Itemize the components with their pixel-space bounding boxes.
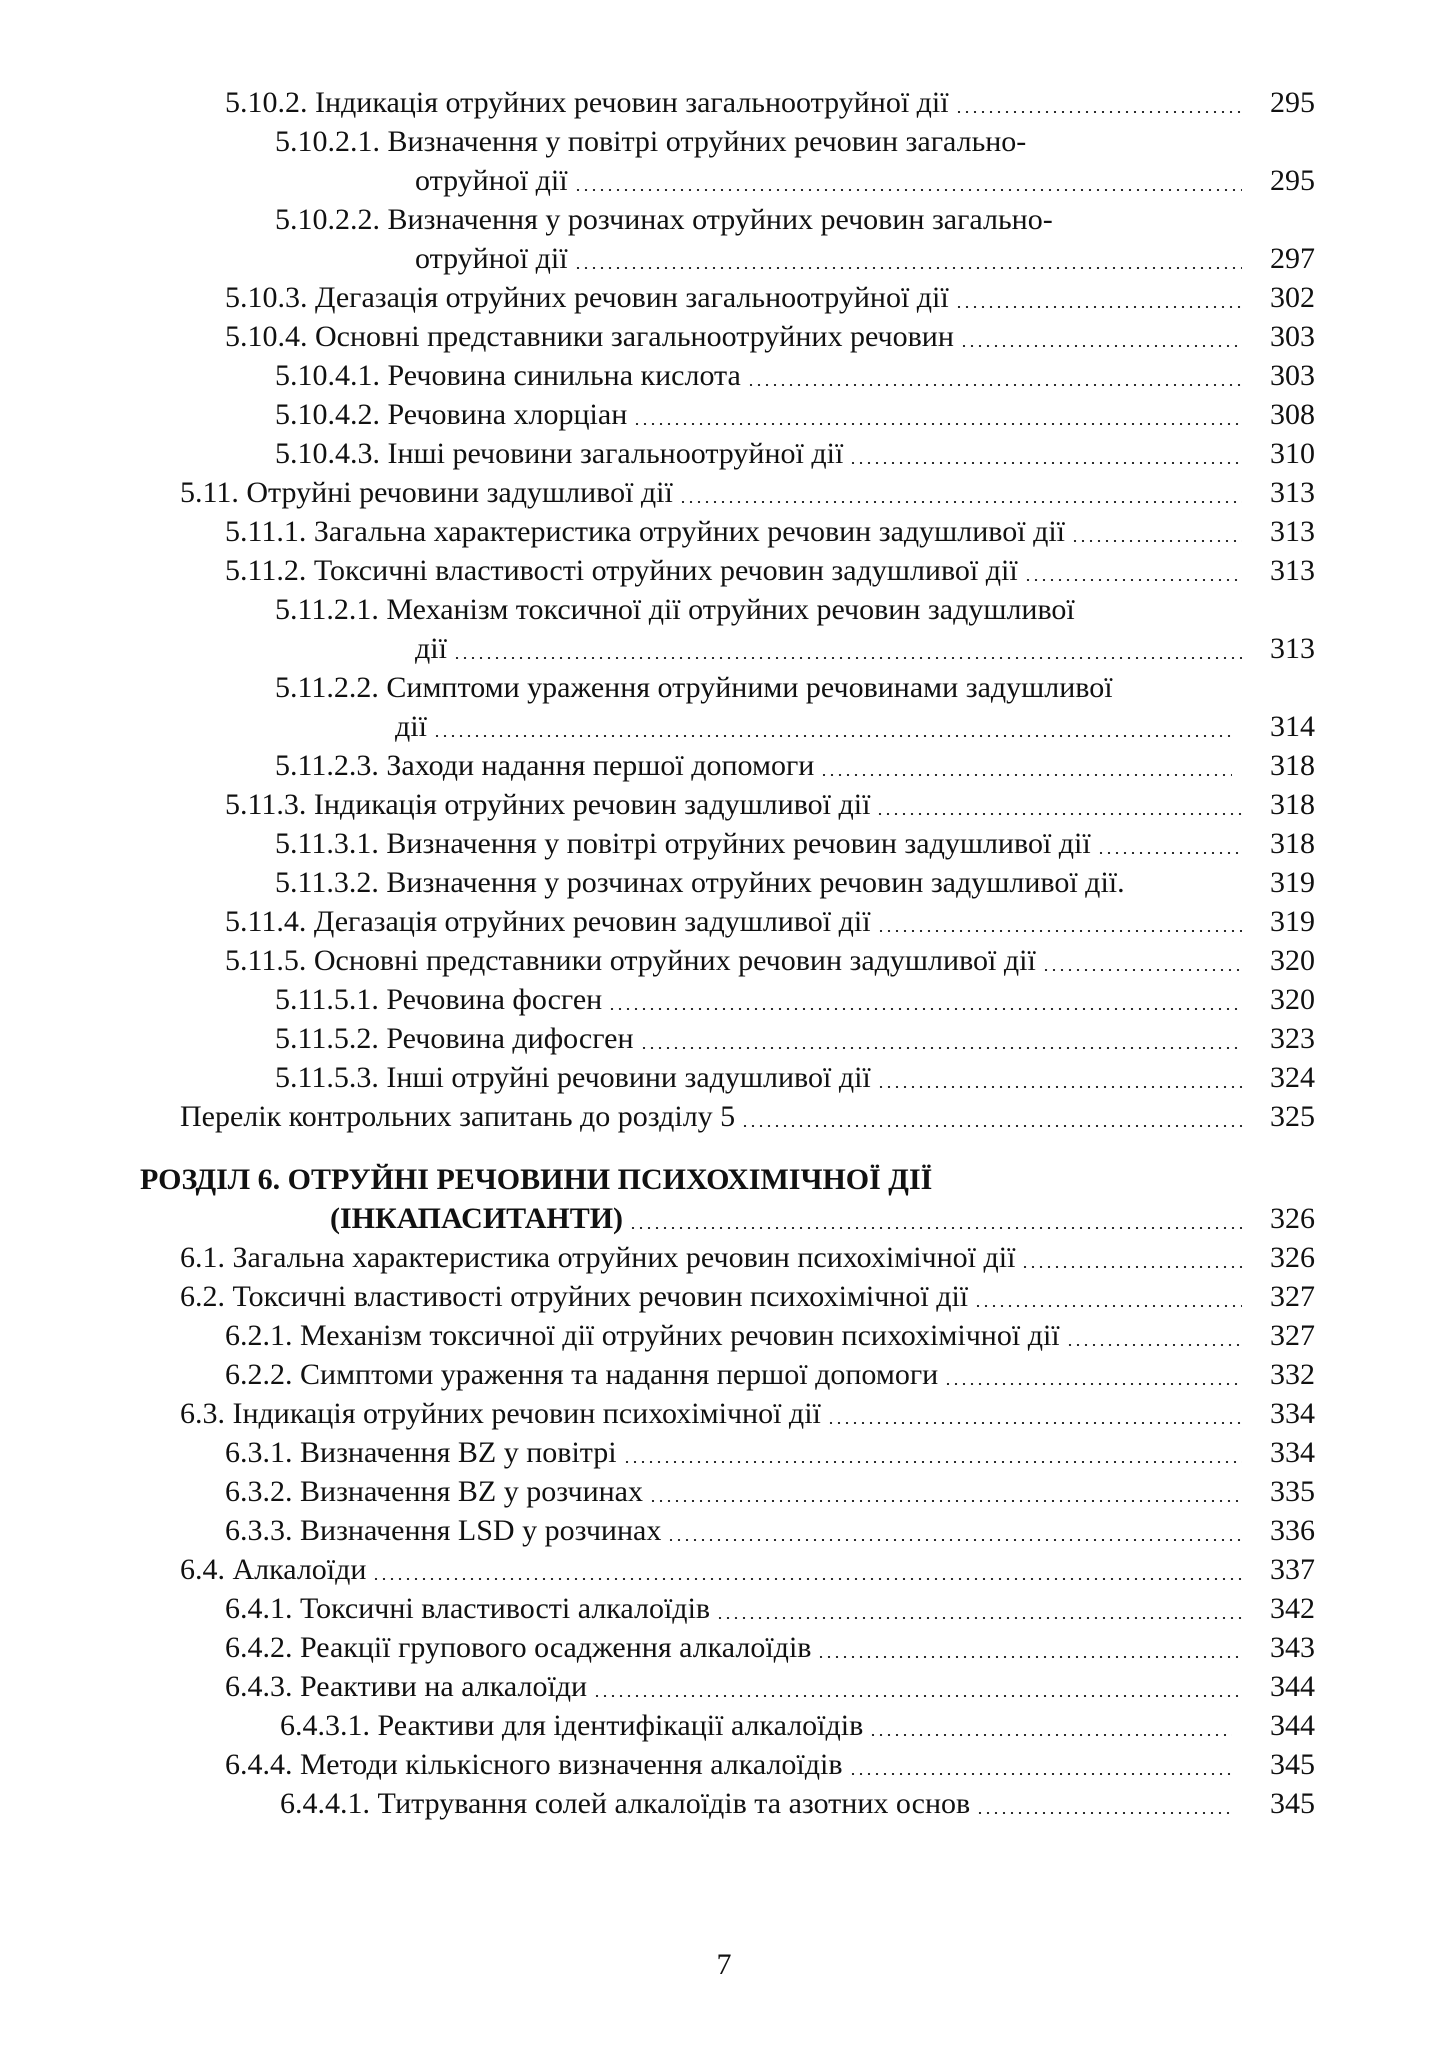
toc-entry xyxy=(0,1473,1448,1511)
toc-page-number: 318 xyxy=(1270,827,1315,860)
toc-leader-dots xyxy=(574,189,1242,191)
toc-entry xyxy=(0,396,1448,434)
toc-page-number: 334 xyxy=(1270,1436,1315,1469)
toc-entry-title: отруйної дії xyxy=(415,240,570,278)
toc-page-number: 326 xyxy=(1270,1241,1315,1274)
toc-page-number: 324 xyxy=(1270,1061,1315,1094)
toc-entry-title: 5.11.4. Дегазація отруйних речовин задушливої дії xyxy=(225,903,873,941)
toc-entry-title: 5.10.4.1. Речовина синильна кислота xyxy=(275,357,743,395)
toc-page-number: 336 xyxy=(1270,1514,1315,1547)
toc-page-number: 313 xyxy=(1270,632,1315,665)
toc-entry-title: 6.4.4. Методи кількісного визначення алкалоїдів xyxy=(225,1746,845,1784)
toc-entry xyxy=(0,552,1448,590)
toc-entry-title: 5.11.5.1. Речовина фосген xyxy=(275,981,604,1019)
toc-page-number: 334 xyxy=(1270,1397,1315,1430)
toc-leader-dots xyxy=(960,345,1242,347)
toc-entry-title: 5.10.3. Дегазація отруйних речовин загальноотруйної дії xyxy=(225,279,951,317)
toc-entry xyxy=(0,513,1448,551)
toc-page-number: 325 xyxy=(1270,1100,1315,1133)
toc-entry-title: 6.3.1. Визначення BZ у повітрі xyxy=(225,1434,619,1472)
toc-entry xyxy=(0,1356,1448,1394)
toc-entry-title: 6.4.2. Реакції групового осадження алкалоїдів xyxy=(225,1629,813,1667)
toc-page-number: 327 xyxy=(1270,1319,1315,1352)
toc-entry xyxy=(0,1434,1448,1472)
toc-entry xyxy=(0,84,1448,122)
toc-leader-dots xyxy=(976,1812,1232,1814)
toc-page-number: 313 xyxy=(1270,554,1315,587)
toc-entry xyxy=(0,435,1448,473)
toc-leader-dots xyxy=(817,1656,1242,1658)
toc-leader-dots xyxy=(453,657,1242,659)
toc-entry-title: 6.3. Індикація отруйних речовин психохімічної дії xyxy=(180,1395,823,1433)
toc-entry-title: 6.1. Загальна характеристика отруйних речовин психохімічної дії xyxy=(180,1239,1017,1277)
toc-entry-title: РОЗДІЛ 6. ОТРУЙНІ РЕЧОВИНИ ПСИХОХІМІЧНОЇ ДІЇ xyxy=(140,1161,934,1199)
toc-entry-title: 5.10.4. Основні представники загальноотруйних речовин xyxy=(225,318,956,356)
toc-entry-title: дії xyxy=(415,630,449,668)
toc-entry xyxy=(0,1098,1448,1136)
toc-leader-dots xyxy=(629,1227,1242,1229)
toc-page-number: 323 xyxy=(1270,1022,1315,1055)
toc-entry-title: 6.4. Алкалоїди xyxy=(180,1551,368,1589)
toc-page-number: 308 xyxy=(1270,398,1315,431)
toc-entry-title: 6.2. Токсичні властивості отруйних речовин психохімічної дії xyxy=(180,1278,970,1316)
toc-entry xyxy=(0,279,1448,317)
toc-entry xyxy=(0,1020,1448,1058)
toc-page-number: 318 xyxy=(1270,788,1315,821)
toc-entry-title: отруйної дії xyxy=(415,162,570,200)
toc-entry xyxy=(0,1746,1448,1784)
toc-entry xyxy=(0,1629,1448,1667)
toc-page-number: 313 xyxy=(1270,515,1315,548)
toc-leader-dots xyxy=(1097,852,1242,854)
toc-leader-dots xyxy=(1021,1266,1242,1268)
toc-leader-dots xyxy=(1071,540,1242,542)
toc-entry xyxy=(0,357,1448,395)
toc-entry xyxy=(0,1239,1448,1277)
toc-entry xyxy=(0,1200,1448,1238)
toc-entry-title: 5.11.3.1. Визначення у повітрі отруйних речовин задушливої дії xyxy=(275,825,1093,863)
toc-entry xyxy=(0,1395,1448,1433)
toc-page-number: 320 xyxy=(1270,983,1315,1016)
toc-page-number: 335 xyxy=(1270,1475,1315,1508)
toc-leader-dots xyxy=(574,267,1242,269)
toc-leader-dots xyxy=(849,1773,1232,1775)
toc-leader-dots xyxy=(820,774,1232,776)
toc-entry-title: 5.11.1. Загальна характеристика отруйних речовин задушливої дії xyxy=(225,513,1067,551)
toc-entry xyxy=(0,1707,1448,1745)
toc-entry xyxy=(0,1317,1448,1355)
toc-entry-title: 6.2.1. Механізм токсичної дії отруйних речовин психохімічної дії xyxy=(225,1317,1062,1355)
toc-leader-dots xyxy=(974,1305,1242,1307)
toc-entry-title: 5.10.2.2. Визначення у розчинах отруйних речовин загально- xyxy=(275,201,1055,239)
toc-leader-dots xyxy=(433,735,1232,737)
toc-page-number: 319 xyxy=(1270,905,1315,938)
toc-entry xyxy=(0,1590,1448,1628)
toc-entry-title: 6.3.2. Визначення BZ у розчинах xyxy=(225,1473,645,1511)
toc-page-number: 344 xyxy=(1270,1709,1315,1742)
page-number: 7 xyxy=(716,1948,732,1981)
toc-leader-dots xyxy=(667,1539,1242,1541)
toc-entry xyxy=(0,1551,1448,1589)
toc-entry-title: 5.10.4.3. Інші речовини загальноотруйної дії xyxy=(275,435,845,473)
toc-entry xyxy=(0,474,1448,512)
toc-entry-title: 5.11.5. Основні представники отруйних речовин задушливої дії xyxy=(225,942,1038,980)
toc-leader-dots xyxy=(827,1422,1242,1424)
toc-entry xyxy=(0,630,1448,668)
toc-entry-title: 5.10.2. Індикація отруйних речовин загальноотруйної дії xyxy=(225,84,951,122)
toc-entry xyxy=(0,1512,1448,1550)
toc-entry-title: (ІНКАПАСИТАНТИ) xyxy=(330,1200,625,1238)
toc-entry xyxy=(0,1059,1448,1097)
toc-entry xyxy=(0,864,1448,902)
toc-entry xyxy=(0,318,1448,356)
toc-leader-dots xyxy=(372,1578,1242,1580)
toc-leader-dots xyxy=(623,1461,1242,1463)
toc-entry-title: 5.11.5.3. Інші отруйні речовини задушливої дії xyxy=(275,1059,873,1097)
toc-entry-title: дії xyxy=(395,708,429,746)
toc-leader-dots xyxy=(877,930,1242,932)
toc-entry xyxy=(0,201,1448,239)
toc-page-number: 326 xyxy=(1270,1202,1315,1235)
toc-entry xyxy=(0,903,1448,941)
toc-page-number: 319 xyxy=(1270,866,1315,899)
toc-leader-dots xyxy=(944,1383,1242,1385)
toc-entry xyxy=(0,1161,1448,1199)
toc-entry-title: 6.4.3.1. Реактиви для ідентифікації алкалоїдів xyxy=(280,1707,865,1745)
toc-leader-dots xyxy=(741,1125,1242,1127)
toc-entry-title: 5.11.2.1. Механізм токсичної дії отруйних речовин задушливої xyxy=(275,591,1077,629)
toc-entry xyxy=(0,123,1448,161)
toc-entry xyxy=(0,591,1448,629)
toc-leader-dots xyxy=(679,501,1242,503)
toc-page-number: 310 xyxy=(1270,437,1315,470)
toc-page-number: 343 xyxy=(1270,1631,1315,1664)
toc-entry xyxy=(0,1668,1448,1706)
toc-page-number: 332 xyxy=(1270,1358,1315,1391)
toc-leader-dots xyxy=(869,1734,1232,1736)
toc-entry-title: 5.11.2.3. Заходи надання першої допомоги xyxy=(275,747,816,785)
toc-entry-title: 5.11.2. Токсичні властивості отруйних речовин задушливої дії xyxy=(225,552,1020,590)
toc-page-number: 327 xyxy=(1270,1280,1315,1313)
toc-leader-dots xyxy=(747,384,1242,386)
toc-entry xyxy=(0,981,1448,1019)
toc-entry-title: 6.4.4.1. Титрування солей алкалоїдів та азотних основ xyxy=(280,1785,972,1823)
toc-entry xyxy=(0,1278,1448,1316)
toc-page-number: 314 xyxy=(1270,710,1315,743)
toc-entry-title: Перелік контрольних запитань до розділу 5 xyxy=(180,1098,737,1136)
toc-entry-title: 5.11.5.2. Речовина дифосген xyxy=(275,1020,636,1058)
toc-page-number: 344 xyxy=(1270,1670,1315,1703)
toc-leader-dots xyxy=(649,1500,1242,1502)
toc-leader-dots xyxy=(593,1695,1242,1697)
toc-entry xyxy=(0,786,1448,824)
toc-entry xyxy=(0,825,1448,863)
toc-entry-title: 5.11.3. Індикація отруйних речовин задушливої дії xyxy=(225,786,872,824)
toc-page-number: 303 xyxy=(1270,320,1315,353)
toc-entry-title: 5.11.2.2. Симптоми ураження отруйними речовинами задушливої xyxy=(275,669,1115,707)
toc-leader-dots xyxy=(608,1008,1242,1010)
toc-leader-dots xyxy=(876,813,1242,815)
toc-page-number: 337 xyxy=(1270,1553,1315,1586)
toc-leader-dots xyxy=(1066,1344,1242,1346)
toc-entry xyxy=(0,669,1448,707)
toc-entry-title: 6.2.2. Симптоми ураження та надання першої допомоги xyxy=(225,1356,940,1394)
toc-leader-dots xyxy=(955,306,1242,308)
toc-entry xyxy=(0,708,1448,746)
toc-leader-dots xyxy=(716,1617,1242,1619)
toc-leader-dots xyxy=(640,1047,1242,1049)
toc-entry-title: 6.3.3. Визначення LSD у розчинах xyxy=(225,1512,663,1550)
toc-page-number: 302 xyxy=(1270,281,1315,314)
toc-leader-dots xyxy=(1042,969,1242,971)
toc-leader-dots xyxy=(955,111,1242,113)
toc-entry-title: 5.10.4.2. Речовина хлорціан xyxy=(275,396,629,434)
toc-entry xyxy=(0,747,1448,785)
toc-leader-dots xyxy=(633,423,1242,425)
toc-page-number: 342 xyxy=(1270,1592,1315,1625)
toc-page-number: 320 xyxy=(1270,944,1315,977)
toc-entry-title: 5.11. Отруйні речовини задушливої дії xyxy=(180,474,675,512)
toc-entry xyxy=(0,942,1448,980)
toc-leader-dots xyxy=(849,462,1242,464)
toc-page-number: 303 xyxy=(1270,359,1315,392)
toc-page-number: 297 xyxy=(1270,242,1315,275)
toc-entry xyxy=(0,1785,1448,1823)
toc-page-number: 345 xyxy=(1270,1787,1315,1820)
toc-leader-dots xyxy=(877,1086,1242,1088)
toc-entry-title: 6.4.1. Токсичні властивості алкалоїдів xyxy=(225,1590,712,1628)
toc-entry-title: 5.11.3.2. Визначення у розчинах отруйних речовин задушливої дії. xyxy=(275,864,1127,902)
toc-leader-dots xyxy=(1024,579,1242,581)
toc-entry xyxy=(0,162,1448,200)
toc-entry-title: 5.10.2.1. Визначення у повітрі отруйних речовин загально- xyxy=(275,123,1028,161)
toc-page-number: 313 xyxy=(1270,476,1315,509)
toc-page-number: 295 xyxy=(1270,86,1315,119)
toc-entry-title: 6.4.3. Реактиви на алкалоїди xyxy=(225,1668,589,1706)
toc-page-number: 295 xyxy=(1270,164,1315,197)
toc-page-number: 345 xyxy=(1270,1748,1315,1781)
toc-page-number: 318 xyxy=(1270,749,1315,782)
toc-entry xyxy=(0,240,1448,278)
